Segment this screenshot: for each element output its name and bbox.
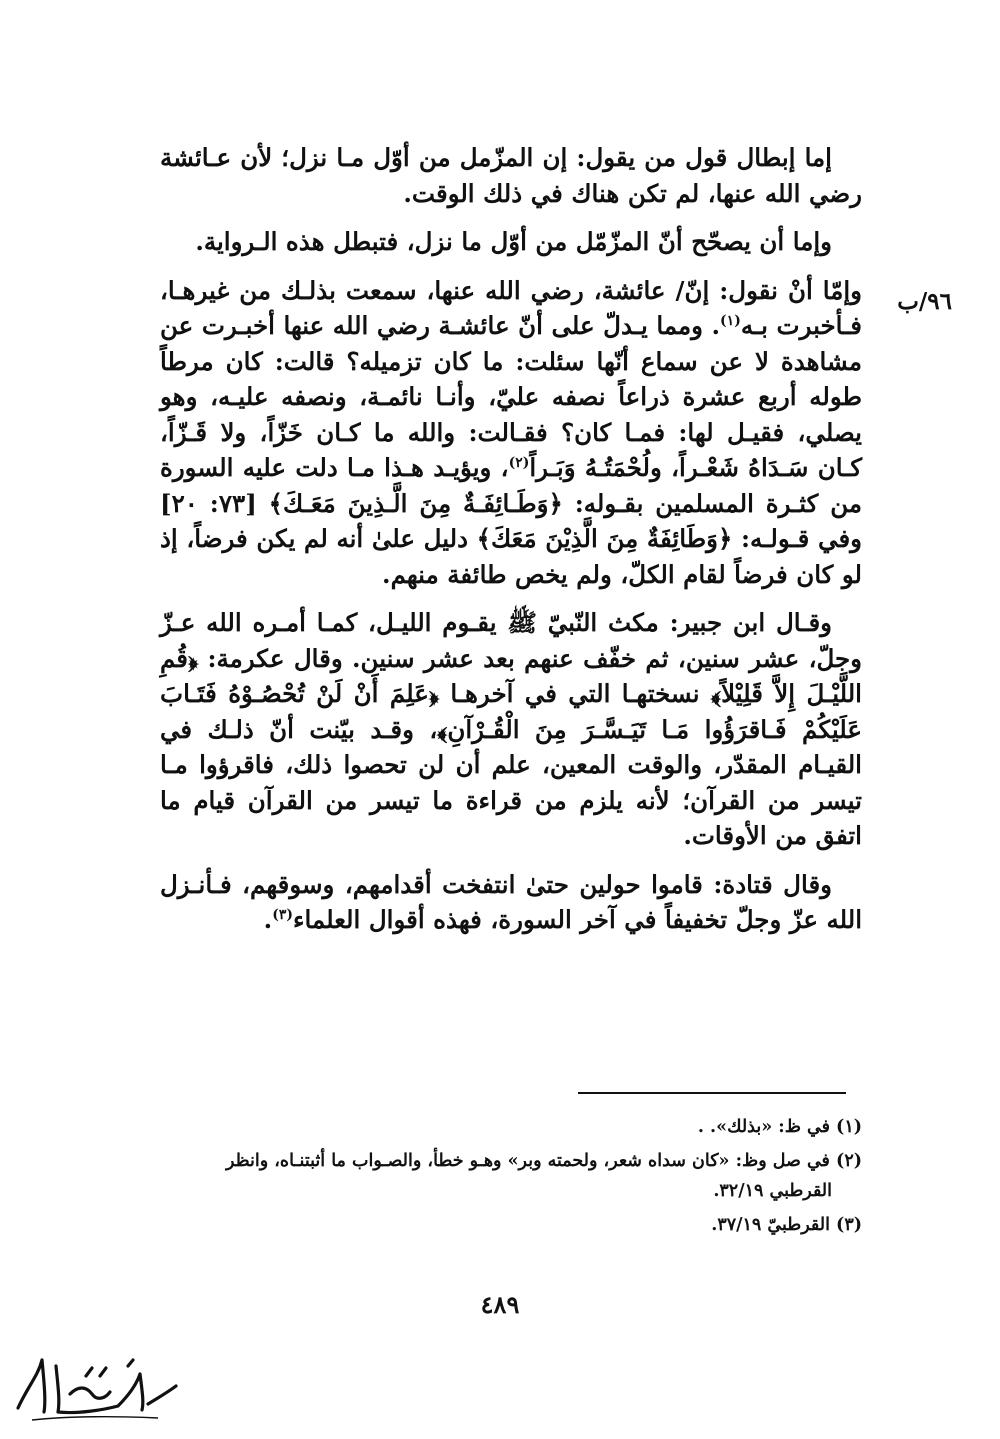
paragraph-4 — [160, 605, 862, 854]
footnote-3 — [160, 1210, 862, 1240]
footnote-number: (٢) — [836, 1151, 862, 1171]
footnote-1 — [160, 1112, 862, 1142]
paragraph-3-text: وإمّا أنْ نقول: إنّ/ عائشة، رضي الله عنها، سمعت بذلـك من غيرهـا، فـأخبرت بـه — [160, 275, 862, 340]
footnote-number: (٣) — [836, 1215, 862, 1235]
paragraph-3-text-b: مشاهدة لا عن سماع أنّها سئلت: ما كان تزميله؟ قالت: كان مرطاً طوله أربع عشرة ذراعاً نصفه عليّ، وأنـا نائمـة، ونصفه عليـه، وهو يصلي، فقيـل لها: فمـا كان؟ فقـالت: والله ما كـان خَزّاً، ولا قَـزّاً، كـان سَـدَاهُ شَعْـراً، ولُحْمَتُـهُ وَبَـراً — [160, 346, 862, 482]
footnote-ref-1[interactable]: (١) — [720, 312, 741, 329]
footnote-2 — [160, 1146, 862, 1206]
page-number: ٤٨٩ — [480, 1290, 520, 1319]
paragraph-2: وإما أن يصحّح أنّ المزّمّل من أوّل ما نزل، فتبطل هذه الـرواية. — [195, 227, 832, 256]
paragraph-5-end: . — [263, 905, 273, 934]
paragraph-3-cont: . ومما يـدلّ على أنّ عائشـة رضي الله عنها أخبـرت عن — [160, 311, 721, 340]
main-text — [160, 140, 862, 951]
paragraph-4-cont: ﴿قُمِ اللَّيْـلَ إِلاَّ قَلِيْلاً﴾ نسختهـا التي في آخرهـا ﴿عَلِمَ أَنْ لَنْ تُحْصُـوْهُ فَتَـابَ عَلَيْكُمْ فَـاقرَؤُوا مَـا تَيَـسَّـرَ مِنَ الْقُـرْآنِ﴾، وقـد بيّنت أنّ ذلـك في القيـام المقدّر، والوقت المعين، علم أن لن تحصوا ذلك، فاقرؤوا مـا تيسر من القرآن؛ لأنه يلزم من قراءة ما تيسر من القرآن قيام ما اتفق من الأوقات. — [160, 643, 862, 850]
paragraph-3 — [160, 273, 862, 593]
folio-margin-note: ٩٦/ب — [897, 288, 952, 315]
paragraph-3-cont-b: ، ويؤيـد هـذا مـا دلت عليه السورة من كثـرة المسلمين بقـوله: ﴿وَطَـائِفَـةٌ مِنَ الَّـذِينَ مَعَـكَ﴾ [٧٣: ٢٠] وفي قـولـه: ﴿وَطَائِفَةٌ مِنَ الَّذِيْنَ مَعَكَ﴾ دليل علىٰ أنه لم يكن فرضاً، إذ لو كان فرضاً لقام الكلّ، ولم يخص طائفة منهم. — [160, 453, 863, 589]
footnote-number: (١) — [836, 1117, 862, 1137]
footnote-text: القرطبيّ ٣٧/١٩. — [711, 1215, 830, 1235]
footnote-ref-2[interactable]: (٢) — [508, 454, 530, 471]
footnote-text: في ظ: «بذلك». . — [697, 1117, 830, 1137]
calligraphy-logo-icon — [8, 1346, 183, 1426]
paragraph-1: إما إبطال قول من يقول: إن المزّمل من أوّل مـا نزل؛ لأن عـائشة رضي الله عنها، لم تكن هناك في ذلك الوقت. — [160, 143, 862, 208]
footnote-ref-3[interactable]: (٣) — [272, 906, 293, 923]
paragraph-5-text: وقال قتادة: قاموا حولين حتىٰ انتفخت أقدامهم، وسوقهم، فـأنـزل الله عزّ وجلّ تخفيفاً في آخر السورة، فهذه أقوال العلماء — [160, 869, 862, 934]
paragraph-4-text: وقـال ابن جبير: مكث النّبيّ ﷺ يقـوم الليـل، كمـا أمـره الله عـزّ وجلّ، عشر سنين، ثم خفّف عنهم بعد عشر سنين. وقال عكرمة: — [160, 608, 863, 673]
footnote-separator — [578, 1092, 846, 1094]
footnote-text-continued: القرطبي ٣٢/١٩. — [713, 1181, 832, 1201]
footnotes — [160, 1112, 862, 1244]
paragraph-5 — [160, 867, 862, 938]
footnote-text: في صل وظ: «كان سداه شعر، ولحمته وبر» وهـو خطأ، والصـواب ما أثبتنـاه، وانظر — [225, 1151, 830, 1171]
